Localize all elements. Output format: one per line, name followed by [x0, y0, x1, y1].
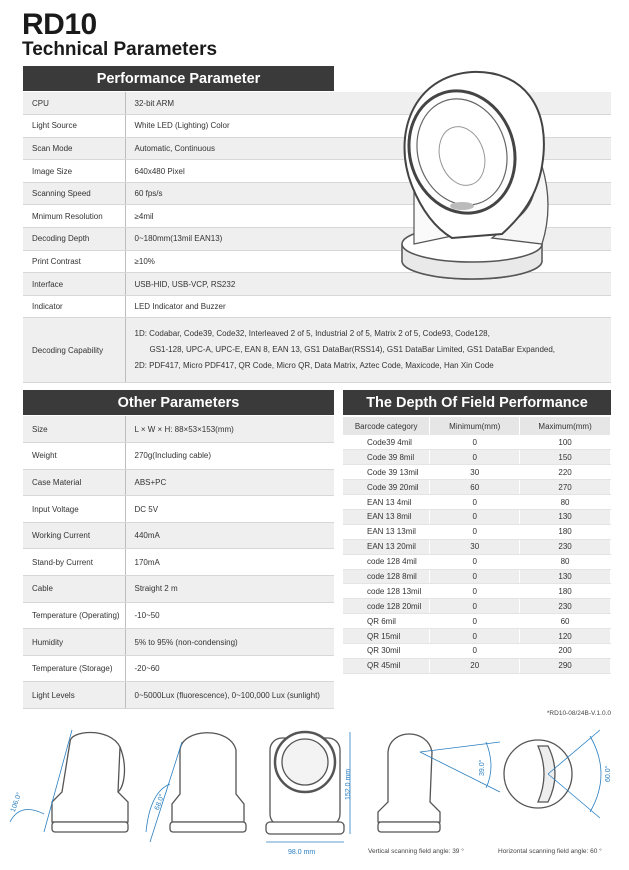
param-row: [23, 549, 334, 576]
param-value: 60 fps/s: [125, 182, 611, 205]
param-key: Light Source: [23, 115, 125, 138]
dof-category: QR 30mil: [343, 643, 430, 658]
dof-min: 30: [430, 539, 520, 554]
dof-max: 290: [520, 658, 611, 673]
param-value: -10~50: [125, 602, 334, 629]
other-params-header: Other Parameters: [23, 390, 334, 415]
param-row: [23, 443, 334, 470]
param-key: Interface: [23, 273, 125, 296]
param-value: 32-bit ARM: [125, 92, 611, 115]
horizontal-angle-drawing: [504, 730, 601, 818]
dof-max: 100: [520, 435, 611, 450]
dof-col-header: Barcode category: [343, 417, 430, 435]
dof-category: code 128 8mil: [343, 569, 430, 584]
dof-category: QR 15mil: [343, 629, 430, 644]
decoding-line: 2D: PDF417, Micro PDF417, QR Code, Micro QR, Data Matrix, Aztec Code, Maxicode, Han Xin Code: [134, 361, 494, 371]
param-value: ≥10%: [125, 250, 611, 273]
dof-max: 270: [520, 480, 611, 495]
dof-min: 0: [430, 569, 520, 584]
param-key: Indicator: [23, 295, 125, 318]
angle-label-68: 68.0°: [153, 793, 167, 812]
param-value: 640x480 Pixel: [125, 160, 611, 183]
param-value: Straight 2 m: [125, 576, 334, 603]
param-key: Light Levels: [23, 682, 125, 709]
dof-max: 180: [520, 524, 611, 539]
dof-row: [343, 435, 611, 450]
dof-category: Code 39 20mil: [343, 480, 430, 495]
vertical-angle-label: 39.0°: [479, 759, 486, 776]
dof-row: [343, 614, 611, 629]
dof-min: 0: [430, 509, 520, 524]
param-key: Weight: [23, 443, 125, 470]
param-key: Humidity: [23, 629, 125, 656]
front-view-drawing: [266, 732, 350, 842]
dof-min: 0: [430, 524, 520, 539]
dof-category: EAN 13 13mil: [343, 524, 430, 539]
param-row-decoding: [23, 318, 611, 383]
param-row: [23, 682, 334, 709]
dof-max: 150: [520, 450, 611, 465]
dof-row: [343, 450, 611, 465]
dof-header: The Depth Of Field Performance: [343, 390, 611, 415]
param-key: Stand-by Current: [23, 549, 125, 576]
param-value: ≥4mil: [125, 205, 611, 228]
param-key: Cable: [23, 576, 125, 603]
dof-row: [343, 495, 611, 510]
dof-col-header: Minimum(mm): [430, 417, 520, 435]
param-row: [23, 602, 334, 629]
dof-row: [343, 539, 611, 554]
dof-max: 230: [520, 539, 611, 554]
param-value: USB-HID, USB-VCP, RS232: [125, 273, 611, 296]
param-value: 440mA: [125, 522, 334, 549]
param-key: Input Voltage: [23, 496, 125, 523]
dof-max: 80: [520, 554, 611, 569]
page-subtitle: Technical Parameters: [22, 39, 218, 60]
dof-category: code 128 20mil: [343, 599, 430, 614]
dof-min: 0: [430, 435, 520, 450]
dof-min: 0: [430, 495, 520, 510]
dof-category: Code 39 8mil: [343, 450, 430, 465]
side-view-back-drawing: [10, 730, 128, 832]
dof-category: code 128 13mil: [343, 584, 430, 599]
param-key: Size: [23, 416, 125, 443]
height-dimension: 152.0 mm: [345, 768, 352, 800]
param-key: Scanning Speed: [23, 182, 125, 205]
dof-category: Code 39 13mil: [343, 465, 430, 480]
dof-row: [343, 584, 611, 599]
dof-max: 80: [520, 495, 611, 510]
param-key: CPU: [23, 92, 125, 115]
dof-min: 0: [430, 554, 520, 569]
param-value: 0~180mm(13mil EAN13): [125, 228, 611, 251]
param-key: Temperature (Storage): [23, 655, 125, 682]
param-key: Scan Mode: [23, 137, 125, 160]
width-dimension: 98.0 mm: [288, 849, 316, 856]
param-row: [23, 522, 334, 549]
dof-min: 0: [430, 643, 520, 658]
dof-category: EAN 13 20mil: [343, 539, 430, 554]
horizontal-angle-caption: Horizontal scanning field angle: 60 °: [498, 848, 602, 855]
dof-category: QR 45mil: [343, 658, 430, 673]
dof-max: 130: [520, 569, 611, 584]
dof-max: 120: [520, 629, 611, 644]
dof-col-header: Maximum(mm): [520, 417, 611, 435]
dof-max: 60: [520, 614, 611, 629]
side-view-front-drawing: [146, 733, 246, 842]
param-row: [23, 496, 334, 523]
dof-min: 20: [430, 658, 520, 673]
product-model-title: RD10: [22, 8, 97, 41]
param-key: Working Current: [23, 522, 125, 549]
param-row: [23, 469, 334, 496]
dof-max: 230: [520, 599, 611, 614]
param-key: Decoding Capability: [23, 318, 125, 383]
dof-min: 0: [430, 599, 520, 614]
dof-row: [343, 599, 611, 614]
dof-min: 30: [430, 465, 520, 480]
param-value: Automatic, Continuous: [125, 137, 611, 160]
dof-row: [343, 509, 611, 524]
other-params-table: [23, 416, 334, 709]
param-row: [23, 629, 334, 656]
performance-header: Performance Parameter: [23, 66, 334, 91]
dof-min: 0: [430, 629, 520, 644]
param-value: 5% to 95% (non-condensing): [125, 629, 334, 656]
param-key: Case Material: [23, 469, 125, 496]
dof-category: Code39 4mil: [343, 435, 430, 450]
dof-min: 0: [430, 614, 520, 629]
param-row: [23, 655, 334, 682]
dof-category: EAN 13 4mil: [343, 495, 430, 510]
param-value: L × W × H: 88×53×153(mm): [125, 416, 334, 443]
vertical-angle-caption: Vertical scanning field angle: 39 °: [368, 848, 464, 855]
dof-max: 200: [520, 643, 611, 658]
scanner-product-image: [392, 66, 562, 306]
dof-row: [343, 554, 611, 569]
param-value: White LED (Lighting) Color: [125, 115, 611, 138]
dof-min: 0: [430, 450, 520, 465]
dof-min: 0: [430, 584, 520, 599]
dof-row: [343, 465, 611, 480]
horizontal-angle-label: 60.0°: [605, 765, 612, 782]
dof-max: 220: [520, 465, 611, 480]
param-value: DC 5V: [125, 496, 334, 523]
param-value: 170mA: [125, 549, 334, 576]
param-value: ABS+PC: [125, 469, 334, 496]
dof-category: EAN 13 8mil: [343, 509, 430, 524]
document-code: *RD10-08/24B-V.1.0.0: [546, 710, 611, 717]
dof-row: [343, 480, 611, 495]
param-key: Mnimum Resolution: [23, 205, 125, 228]
angle-label-106: 106.0°: [9, 791, 24, 814]
decoding-capability-value: [125, 318, 611, 383]
dof-table: [343, 417, 611, 674]
param-row: [23, 576, 334, 603]
param-value: LED Indicator and Buzzer: [125, 295, 611, 318]
param-value: -20~60: [125, 655, 334, 682]
dof-row: [343, 629, 611, 644]
param-key: Decoding Depth: [23, 228, 125, 251]
dof-max: 180: [520, 584, 611, 599]
param-value: 270g(Including cable): [125, 443, 334, 470]
dof-row: [343, 658, 611, 673]
param-key: Image Size: [23, 160, 125, 183]
dof-row: [343, 569, 611, 584]
param-row: [23, 416, 334, 443]
dof-category: code 128 4mil: [343, 554, 430, 569]
dof-max: 130: [520, 509, 611, 524]
decoding-line: GS1-128, UPC-A, UPC-E, EAN 8, EAN 13, GS1 DataBar(RSS14), GS1 DataBar Limited, GS1 DataBar Expanded,: [149, 345, 556, 355]
vertical-angle-drawing: [378, 734, 500, 832]
dof-category: QR 6mil: [343, 614, 430, 629]
dof-min: 60: [430, 480, 520, 495]
dof-row: [343, 643, 611, 658]
param-value: 0~5000Lux (fluorescence), 0~100,000 Lux (sunlight): [125, 682, 334, 709]
dof-row: [343, 524, 611, 539]
decoding-line: 1D: Codabar, Code39, Code32, Interleaved 2 of 5, Industrial 2 of 5, Matrix 2 of 5, Code93, Code128,: [134, 329, 490, 339]
param-key: Temperature (Operating): [23, 602, 125, 629]
param-key: Print Contrast: [23, 250, 125, 273]
